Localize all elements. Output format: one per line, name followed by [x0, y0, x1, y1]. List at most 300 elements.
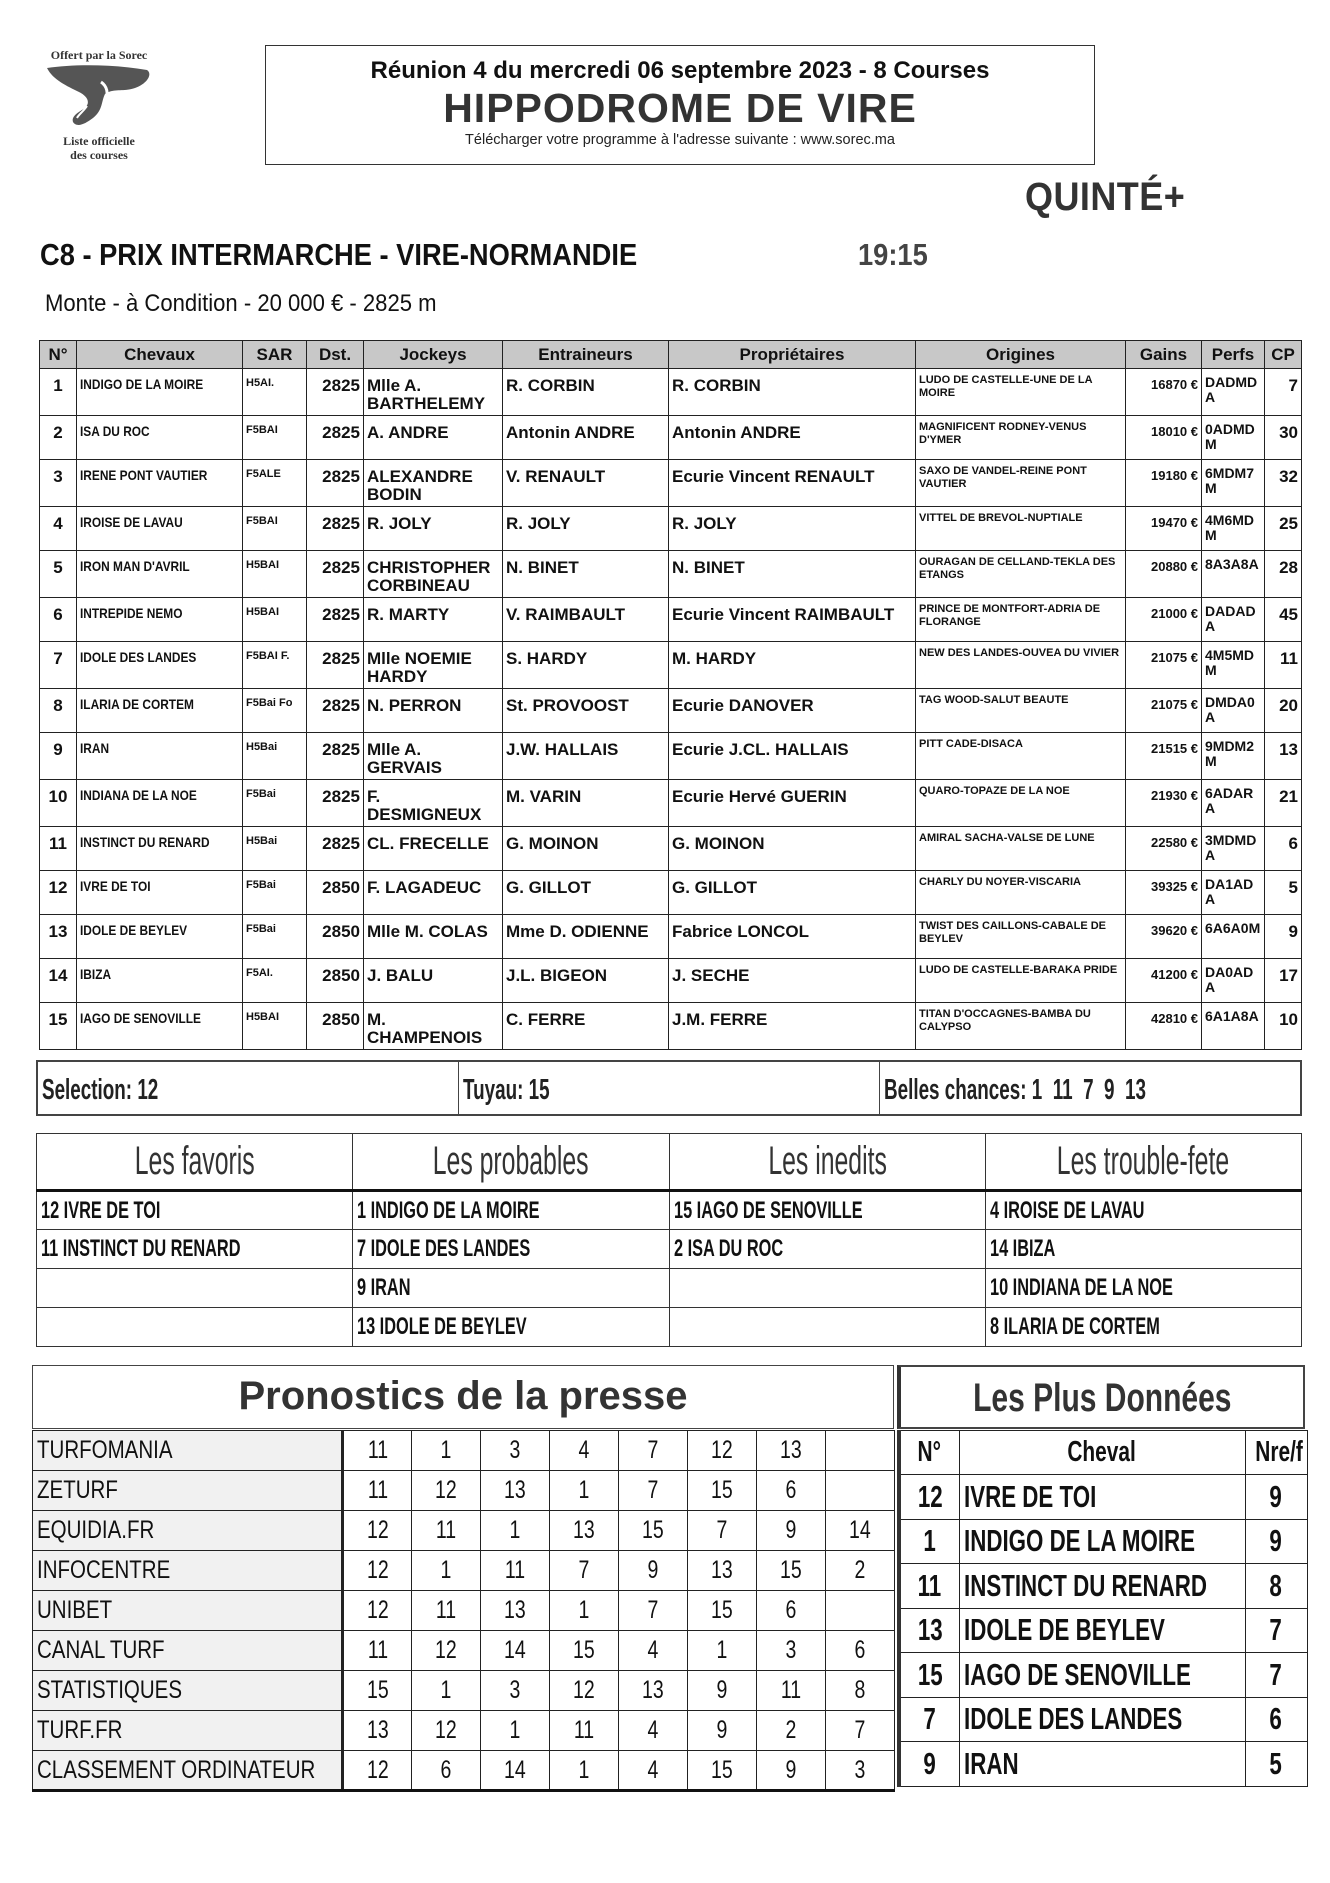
runner-horse-text: INSTINCT DU RENARD: [80, 834, 210, 850]
runner-perfs: DMDA0A: [1202, 689, 1265, 733]
press-pick: [412, 1671, 481, 1711]
plus-count: [1245, 1519, 1307, 1564]
press-pick-text: 1: [716, 1636, 728, 1664]
runner-horse-text: IVRE DE TOI: [80, 878, 151, 894]
plus-col-count: [1245, 1431, 1307, 1475]
press-pick-text: 12: [366, 1755, 389, 1784]
runner-jockey: F. DESMIGNEUX: [364, 780, 503, 827]
press-pick-text: 12: [435, 1636, 457, 1664]
runner-number: 7: [40, 642, 77, 689]
category-inedits-cell: [669, 1230, 985, 1269]
category-trouble-fete-cell-text: 10 INDIANA DE LA NOE: [989, 1274, 1173, 1301]
runner-owner: J.M. FERRE: [669, 1003, 916, 1050]
runner-number: 13: [40, 915, 77, 959]
runner-trainer: S. HARDY: [503, 642, 669, 689]
plus-horse-text: IAGO DE SENOVILLE: [963, 1656, 1191, 1692]
runner-trainer: Mme D. ODIENNE: [503, 915, 669, 959]
press-pick: [826, 1671, 895, 1711]
press-source: [33, 1751, 343, 1791]
press-pick-text: 1: [440, 1676, 452, 1704]
press-pick-text: 11: [367, 1476, 388, 1504]
press-pick: [550, 1751, 619, 1791]
runner-horse: [77, 827, 243, 871]
runner-perfs: 6ADARA: [1202, 780, 1265, 827]
category-probables-cell: [353, 1269, 669, 1308]
press-pick: [826, 1591, 895, 1631]
runner-trainer: Antonin ANDRE: [503, 416, 669, 460]
press-pick: [412, 1751, 481, 1791]
plus-number-text: 11: [917, 1567, 942, 1603]
press-source: [33, 1511, 343, 1551]
plus-donnees-row: [899, 1564, 1307, 1609]
runner-trainer: M. VARIN: [503, 780, 669, 827]
press-pick-text: 7: [578, 1556, 590, 1584]
plus-donnees-row: [899, 1697, 1307, 1742]
press-pick-text: 12: [435, 1716, 457, 1744]
press-pick: [688, 1711, 757, 1751]
col-header-trainer: Entraineurs: [503, 341, 669, 369]
runner-horse: [77, 598, 243, 642]
runner-cp: 21: [1265, 780, 1302, 827]
runner-gains: 19180 €: [1126, 460, 1202, 507]
runner-number: 6: [40, 598, 77, 642]
press-row: [33, 1751, 895, 1791]
tuyau-cell: [459, 1062, 880, 1114]
press-pick-text: 4: [578, 1436, 590, 1464]
press-source-text: UNIBET: [37, 1596, 113, 1624]
plus-count: [1245, 1475, 1307, 1520]
press-pick-text: 3: [854, 1755, 866, 1784]
plus-count-text: 8: [1269, 1567, 1283, 1603]
col-header-origin: Origines: [916, 341, 1126, 369]
category-probables-cell: [353, 1230, 669, 1269]
press-pick: [412, 1431, 481, 1471]
press-pick-text: 11: [504, 1556, 526, 1584]
plus-col-horse: [959, 1431, 1245, 1475]
press-pick: [343, 1551, 412, 1591]
category-probables-cell-text: 1 INDIGO DE LA MOIRE: [357, 1196, 540, 1224]
plus-donnees-title-box: [897, 1365, 1305, 1429]
press-pick: [619, 1671, 688, 1711]
press-pick-text: 15: [711, 1596, 733, 1624]
runner-sar: F5Bai: [243, 915, 307, 959]
runner-gains: 39620 €: [1126, 915, 1202, 959]
runner-row: [40, 642, 1302, 689]
press-pick-text: 11: [780, 1676, 802, 1704]
runner-cp: 30: [1265, 416, 1302, 460]
press-pick-text: 7: [647, 1596, 659, 1624]
press-pick: [757, 1711, 826, 1751]
plus-donnees-table: [897, 1430, 1308, 1787]
runner-owner: J. SECHE: [669, 959, 916, 1003]
press-source-text: EQUIDIA.FR: [37, 1516, 155, 1544]
press-pick: [826, 1471, 895, 1511]
runner-distance: 2825: [307, 369, 364, 416]
runner-jockey: A. ANDRE: [364, 416, 503, 460]
col-header-owner: Propriétaires: [669, 341, 916, 369]
runner-row: [40, 551, 1302, 598]
runner-cp: 11: [1265, 642, 1302, 689]
press-pick: [688, 1551, 757, 1591]
press-pick-text: 4: [647, 1636, 659, 1664]
press-pick: [826, 1511, 895, 1551]
runner-perfs: DA1ADA: [1202, 871, 1265, 915]
logo-bottom-text-2: des courses: [70, 148, 128, 162]
plus-horse-text: INSTINCT DU RENARD: [963, 1567, 1207, 1603]
horse-jockey-logo-icon: [43, 62, 155, 134]
runner-number: 11: [40, 827, 77, 871]
plus-number: [899, 1653, 959, 1698]
press-pick: [412, 1551, 481, 1591]
press-pick-text: 4: [647, 1755, 659, 1784]
press-pick: [688, 1671, 757, 1711]
press-row: [33, 1431, 895, 1471]
runner-trainer: J.W. HALLAIS: [503, 733, 669, 780]
press-pick-text: 1: [509, 1716, 521, 1744]
runner-distance: 2825: [307, 780, 364, 827]
col-header-perfs: Perfs: [1202, 341, 1265, 369]
press-pick: [343, 1591, 412, 1631]
runner-cp: 20: [1265, 689, 1302, 733]
runner-distance: 2825: [307, 689, 364, 733]
selection-text: Selection: 12: [42, 1074, 159, 1106]
plus-col-num: [899, 1431, 959, 1475]
press-pick: [757, 1471, 826, 1511]
category-inedits-cell: [669, 1308, 985, 1347]
press-pick: [550, 1471, 619, 1511]
plus-horse: [959, 1653, 1245, 1698]
press-pick-text: 11: [367, 1436, 388, 1464]
press-pick: [550, 1631, 619, 1671]
runner-horse: [77, 871, 243, 915]
press-pick: [688, 1511, 757, 1551]
runner-jockey: Mlle M. COLAS: [364, 915, 503, 959]
belles-chances-cell: [880, 1062, 1300, 1114]
press-source-text: CLASSEMENT ORDINATEUR: [37, 1755, 316, 1784]
category-trouble-fete-cell: [985, 1230, 1301, 1269]
plus-number: [899, 1608, 959, 1653]
press-pick-text: 15: [642, 1516, 664, 1544]
press-pick: [550, 1671, 619, 1711]
runner-row: [40, 915, 1302, 959]
runner-origin: PITT CADE-DISACA: [916, 733, 1126, 780]
press-pick-text: 4: [647, 1716, 659, 1744]
plus-donnees-title: Les Plus Données: [972, 1376, 1232, 1420]
press-pick: [550, 1711, 619, 1751]
runner-horse-text: ISA DU ROC: [80, 423, 150, 439]
header-probables: [353, 1134, 669, 1191]
runner-origin: PRINCE DE MONTFORT-ADRIA DE FLORANGE: [916, 598, 1126, 642]
runner-owner: R. CORBIN: [669, 369, 916, 416]
runner-number: 12: [40, 871, 77, 915]
runner-cp: 28: [1265, 551, 1302, 598]
belles-chances-text: Belles chances: 1 11 7 9 13: [884, 1074, 1146, 1106]
press-pick: [688, 1431, 757, 1471]
press-pick: [481, 1711, 550, 1751]
runner-gains: 42810 €: [1126, 1003, 1202, 1050]
press-pick: [343, 1751, 412, 1791]
runner-sar: F5BAI F.: [243, 642, 307, 689]
runner-perfs: DADMDA: [1202, 369, 1265, 416]
runner-row: [40, 827, 1302, 871]
runner-gains: 19470 €: [1126, 507, 1202, 551]
plus-count-text: 9: [1269, 1523, 1283, 1559]
runner-horse: [77, 416, 243, 460]
runner-cp: 5: [1265, 871, 1302, 915]
meeting-title: Réunion 4 du mercredi 06 septembre 2023 - 8 Courses: [370, 57, 990, 84]
runner-cp: 10: [1265, 1003, 1302, 1050]
categories-table: [36, 1133, 1302, 1347]
press-pick: [550, 1431, 619, 1471]
runner-horse-text: IRON MAN D'AVRIL: [80, 558, 190, 574]
press-pick-text: 2: [785, 1716, 797, 1744]
header-trouble-fete-label: Les trouble-fete: [1057, 1139, 1230, 1183]
quinte-badge: QUINTÉ+: [1025, 175, 1186, 219]
press-pick-text: 8: [854, 1676, 866, 1704]
press-pick-text: 1: [578, 1476, 590, 1504]
press-pick: [619, 1711, 688, 1751]
runner-cp: 6: [1265, 827, 1302, 871]
logo-bottom-text-1: Liste officielle: [63, 134, 135, 148]
press-pick: [550, 1591, 619, 1631]
runner-origin: NEW DES LANDES-OUVEA DU VIVIER: [916, 642, 1126, 689]
press-pick: [412, 1711, 481, 1751]
race-title: C8 - PRIX INTERMARCHE - VIRE-NORMANDIE: [40, 237, 638, 272]
runner-jockey: ALEXANDRE BODIN: [364, 460, 503, 507]
header-inedits: [669, 1134, 985, 1191]
logo-top-text: Offert par la Sorec: [50, 48, 148, 62]
runners-header-row: [40, 341, 1302, 369]
plus-horse-text: IRAN: [963, 1745, 1019, 1781]
press-pick: [826, 1551, 895, 1591]
runner-origin: LUDO DE CASTELLE-BARAKA PRIDE: [916, 959, 1126, 1003]
plus-donnees-header-row: [899, 1431, 1307, 1475]
runner-row: [40, 369, 1302, 416]
plus-count-text: 6: [1269, 1701, 1283, 1737]
runner-number: 2: [40, 416, 77, 460]
press-row: [33, 1591, 895, 1631]
runner-distance: 2825: [307, 598, 364, 642]
runner-sar: F5AI.: [243, 959, 307, 1003]
press-source: [33, 1431, 343, 1471]
plus-horse: [959, 1475, 1245, 1520]
plus-number: [899, 1475, 959, 1520]
press-pick: [688, 1751, 757, 1791]
press-title: Pronostics de la presse: [32, 1365, 894, 1429]
col-header-horse: Chevaux: [77, 341, 243, 369]
runner-gains: 21075 €: [1126, 642, 1202, 689]
category-probables-cell: [353, 1308, 669, 1347]
runner-perfs: 0ADMDM: [1202, 416, 1265, 460]
runner-owner: Ecurie DANOVER: [669, 689, 916, 733]
runner-cp: 7: [1265, 369, 1302, 416]
press-pick: [826, 1751, 895, 1791]
press-pick: [826, 1711, 895, 1751]
category-favoris-cell-text: 12 IVRE DE TOI: [41, 1196, 161, 1224]
venue-title: HIPPODROME DE VIRE: [443, 85, 917, 131]
plus-col-count-label: Nre/f: [1254, 1436, 1303, 1468]
selection-cell: [38, 1062, 459, 1114]
plus-number-text: 12: [917, 1478, 943, 1514]
press-pick-text: 12: [711, 1436, 733, 1464]
press-pick: [688, 1471, 757, 1511]
press-pick: [343, 1431, 412, 1471]
press-source-text: TURFOMANIA: [37, 1436, 173, 1464]
category-row: [37, 1191, 1302, 1230]
press-pick: [757, 1511, 826, 1551]
tuyau-text: Tuyau: 15: [463, 1074, 550, 1106]
press-pick: [481, 1471, 550, 1511]
press-pick-text: 3: [509, 1436, 521, 1464]
runner-origin: MAGNIFICENT RODNEY-VENUS D'YMER: [916, 416, 1126, 460]
runner-distance: 2825: [307, 551, 364, 598]
runner-trainer: R. CORBIN: [503, 369, 669, 416]
runner-perfs: DA0ADA: [1202, 959, 1265, 1003]
press-pick: [757, 1551, 826, 1591]
runner-distance: 2850: [307, 1003, 364, 1050]
runner-sar: F5BAI: [243, 416, 307, 460]
runner-cp: 9: [1265, 915, 1302, 959]
press-pick: [412, 1631, 481, 1671]
plus-col-num-label: N°: [918, 1436, 942, 1468]
press-pick: [481, 1671, 550, 1711]
press-row: [33, 1551, 895, 1591]
press-pick: [826, 1631, 895, 1671]
press-pick-text: 11: [367, 1636, 388, 1664]
press-pick-text: 15: [711, 1476, 733, 1504]
press-pick: [343, 1511, 412, 1551]
runner-number: 15: [40, 1003, 77, 1050]
runner-origin: TAG WOOD-SALUT BEAUTE: [916, 689, 1126, 733]
plus-count-text: 9: [1269, 1478, 1283, 1514]
runner-jockey: Mlle A. GERVAIS: [364, 733, 503, 780]
plus-count: [1245, 1697, 1307, 1742]
col-header-jockey: Jockeys: [364, 341, 503, 369]
runner-horse: [77, 460, 243, 507]
press-pick-text: 14: [504, 1755, 526, 1784]
category-favoris-cell: [37, 1191, 353, 1230]
runner-perfs: 6MDM7M: [1202, 460, 1265, 507]
runner-horse-text: IAGO DE SENOVILLE: [80, 1010, 202, 1026]
press-pick: [757, 1671, 826, 1711]
header-favoris-label: Les favoris: [134, 1139, 255, 1183]
press-pick: [757, 1631, 826, 1671]
press-source-text: TURF.FR: [37, 1716, 123, 1744]
runner-trainer: V. RAIMBAULT: [503, 598, 669, 642]
runner-owner: Ecurie Vincent RENAULT: [669, 460, 916, 507]
press-pick-text: 6: [854, 1636, 866, 1664]
press-source: [33, 1631, 343, 1671]
runner-horse-text: IRAN: [80, 740, 110, 756]
press-pick: [481, 1511, 550, 1551]
runner-origin: OURAGAN DE CELLAND-TEKLA DES ETANGS: [916, 551, 1126, 598]
runner-sar: F5Bai Fo: [243, 689, 307, 733]
plus-count: [1245, 1742, 1307, 1787]
press-pick: [619, 1431, 688, 1471]
runner-sar: H5Bai: [243, 827, 307, 871]
col-header-distance: Dst.: [307, 341, 364, 369]
press-table: [32, 1430, 895, 1792]
runner-origin: CHARLY DU NOYER-VISCARIA: [916, 871, 1126, 915]
runner-cp: 32: [1265, 460, 1302, 507]
category-probables-cell-text: 13 IDOLE DE BEYLEV: [357, 1313, 527, 1340]
press-pick: [688, 1591, 757, 1631]
press-pick: [757, 1431, 826, 1471]
plus-count: [1245, 1653, 1307, 1698]
runner-owner: Ecurie Vincent RAIMBAULT: [669, 598, 916, 642]
runner-gains: 41200 €: [1126, 959, 1202, 1003]
runner-owner: Ecurie J.CL. HALLAIS: [669, 733, 916, 780]
runner-sar: H5Bai: [243, 733, 307, 780]
runner-distance: 2825: [307, 460, 364, 507]
runner-number: 4: [40, 507, 77, 551]
press-pick: [550, 1511, 619, 1551]
press-pick-text: 7: [716, 1516, 728, 1544]
plus-number-text: 15: [917, 1656, 943, 1692]
runner-origin: TITAN D'OCCAGNES-BAMBA DU CALYPSO: [916, 1003, 1126, 1050]
runner-origin: QUARO-TOPAZE DE LA NOE: [916, 780, 1126, 827]
plus-donnees-row: [899, 1519, 1307, 1564]
meeting-header: [265, 45, 1095, 165]
runner-perfs: 8A3A8A: [1202, 551, 1265, 598]
plus-count-text: 5: [1269, 1745, 1283, 1781]
category-probables-cell-text: 7 IDOLE DES LANDES: [357, 1235, 531, 1262]
press-pick-text: 13: [711, 1556, 733, 1584]
press-pick-text: 1: [440, 1556, 452, 1584]
runner-horse-text: IROISE DE LAVAU: [80, 514, 183, 530]
plus-number-text: 7: [923, 1701, 936, 1737]
runner-number: 3: [40, 460, 77, 507]
press-pick: [343, 1711, 412, 1751]
runner-gains: 16870 €: [1126, 369, 1202, 416]
press-pick: [343, 1631, 412, 1671]
runner-perfs: 6A1A8A: [1202, 1003, 1265, 1050]
plus-horse: [959, 1519, 1245, 1564]
press-row: [33, 1471, 895, 1511]
runner-jockey: R. MARTY: [364, 598, 503, 642]
plus-number: [899, 1742, 959, 1787]
press-pick-text: 12: [366, 1516, 389, 1544]
runner-row: [40, 1003, 1302, 1050]
press-pick: [619, 1511, 688, 1551]
press-pick-text: 1: [509, 1516, 521, 1544]
runner-row: [40, 598, 1302, 642]
runner-jockey: CL. FRECELLE: [364, 827, 503, 871]
press-pick: [826, 1431, 895, 1471]
press-source: [33, 1591, 343, 1631]
runner-row: [40, 780, 1302, 827]
runner-horse: [77, 369, 243, 416]
runner-row: [40, 689, 1302, 733]
press-pick-text: 11: [435, 1516, 457, 1544]
press-pick-text: 6: [440, 1755, 452, 1784]
runner-jockey: CHRISTOPHER CORBINEAU: [364, 551, 503, 598]
press-pick-text: 1: [578, 1755, 590, 1784]
runner-cp: 13: [1265, 733, 1302, 780]
runner-horse: [77, 959, 243, 1003]
press-row: [33, 1671, 895, 1711]
runner-horse-text: IBIZA: [80, 966, 112, 982]
press-row: [33, 1631, 895, 1671]
category-trouble-fete-cell: [985, 1191, 1301, 1230]
plus-horse: [959, 1564, 1245, 1609]
category-row: [37, 1230, 1302, 1269]
runner-owner: Fabrice LONCOL: [669, 915, 916, 959]
category-inedits-cell-text: 2 ISA DU ROC: [673, 1235, 783, 1262]
category-trouble-fete-cell: [985, 1269, 1301, 1308]
plus-number-text: 13: [917, 1612, 943, 1648]
plus-number: [899, 1564, 959, 1609]
